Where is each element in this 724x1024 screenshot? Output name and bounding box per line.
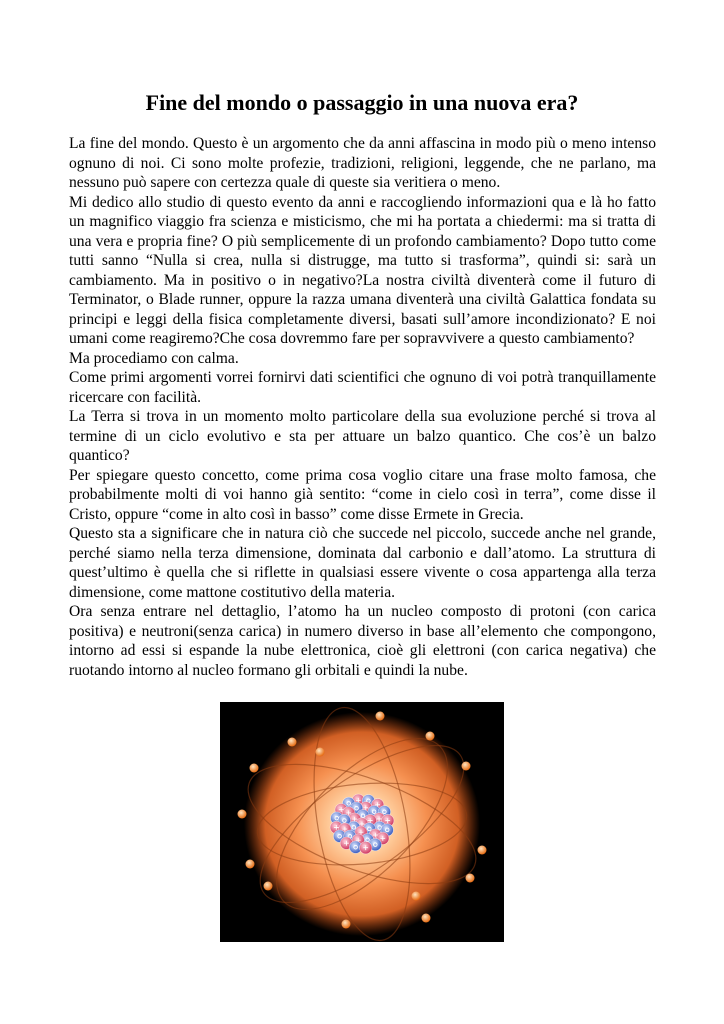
paragraph: Come primi argomenti vorrei fornirvi dati scientifici che ognuno di voi potrà tranquillamente ricercare con facilità. (69, 369, 656, 406)
electron-icon (478, 846, 487, 855)
document-title: Fine del mondo o passaggio in una nuova era? (145, 90, 579, 115)
electron-icon (412, 892, 421, 901)
electron-icon (288, 738, 297, 747)
proton-icon (360, 842, 372, 854)
electron-icon (466, 874, 475, 883)
paragraph: Ora senza entrare nel dettaglio, l’atomo ha un nucleo composto di protoni (con carica positiva) e neutroni(senza carica) in numero diverso in base all’elemento che compongono, intorno ad essi si espande la nube elettronica, cioè gli elettroni (con carica negativa) che ruotando intorno al nucleo formano gli orbitali e quindi la nube. (69, 603, 656, 679)
electron-icon (316, 748, 325, 757)
paragraph: Mi dedico allo studio di questo evento da anni e raccogliendo informazioni qua e là ho fatto un magnifico viaggio fra scienza e misticismo, che mi ha portata a chiedermi: ma si tratta di una vera e propria fine? O più semplicemente di un profondo cambiamento? Dopo tutto come tutti sanno “Nulla si crea, nulla si distrugge, ma tutto si trasforma”, quindi si: sarà un cambiamento. Ma in positivo o in negativo?La nostra civiltà diventerà come il futuro di Terminator, o Blade runner, oppure la razza umana diventerà una civiltà Galattica fondata su principi e leggi della fisica completamente diversi, basati sull’amore incondizionato? E noi umani come reagiremo?Che cosa dovremmo fare per sopravvivere a questo cambiamento? (69, 193, 656, 347)
atom-icon (220, 702, 504, 942)
electron-icon (376, 712, 385, 721)
paragraph: Ma procediamo con calma. (69, 349, 239, 367)
atom-illustration (220, 702, 504, 942)
electron-icon (246, 860, 255, 869)
electron-icon (422, 914, 431, 923)
electron-icon (264, 882, 273, 891)
electron-icon (238, 810, 247, 819)
paragraph: Per spiegare questo concetto, come prima cosa voglio citare una frase molto famosa, che probabilmente molti di voi hanno già sentito: “come in cielo così in terra”, come disse il Cristo, oppure “come in alto così in basso” come disse Ermete in Grecia. (69, 466, 656, 523)
paragraph: Questo sta a significare che in natura ciò che succede nel piccolo, succede anche nel grande, perché siamo nella terza dimensione, dominata dal carbonio e dall’atomo. La struttura di quest’ultimo è quella che si riflette in qualsiasi essere vivente o cosa appartenga alla terza dimensione, come mattone costitutivo della materia. (69, 525, 656, 601)
document-body (69, 134, 656, 680)
electron-icon (462, 762, 471, 771)
electron-icon (250, 764, 259, 773)
paragraph: La Terra si trova in un momento molto particolare della sua evoluzione perché si trova al termine di un ciclo evolutivo e sta per attuare un balzo quantico. Che cos’è un balzo quantico? (69, 408, 656, 464)
electron-icon (342, 920, 351, 929)
paragraph: La fine del mondo. Questo è un argomento che da anni affascina in modo più o meno intenso ognuno di noi. Ci sono molte profezie, tradizioni, religioni, leggende, che ne parlano, ma nessuno può sapere con certezza quale di queste sia veritiera o meno. (69, 135, 656, 191)
electron-icon (426, 732, 435, 741)
